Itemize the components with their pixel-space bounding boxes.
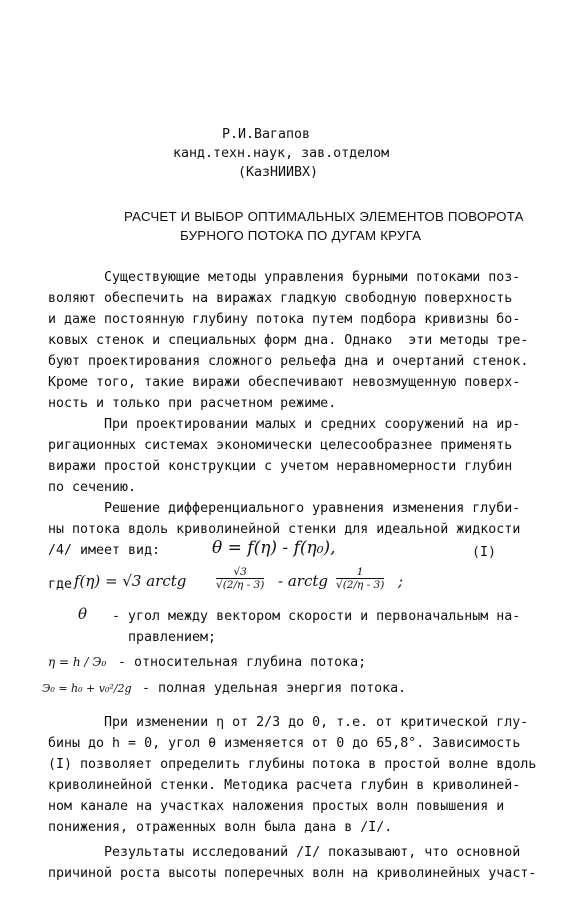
text-line: виражи простой конструкции с учетом неравномерности глубин <box>48 459 513 474</box>
definition-symbol: θ <box>78 605 88 623</box>
equation-end: ; <box>398 572 404 590</box>
fraction-2-denominator: √(2/η - 3) <box>336 579 385 591</box>
author-institute: (КазНИИВХ) <box>238 165 319 180</box>
text-line: буют проектирования сложного рельефа дна и очертаний стенок. <box>48 354 529 369</box>
text-line: и даже постоянную глубину потока путем подбора кривизны бо- <box>48 312 521 327</box>
text-line: (I) позволяет определить глубины потока в простой волне вдоль <box>48 757 537 772</box>
text-line: Решение дифференциального уравнения изменения глуби- <box>104 501 521 516</box>
text-line: ригационных системах экономически целесообразнее применять <box>48 438 513 453</box>
text-line: При изменении η от 2/3 до 0, т.е. от критической глу- <box>104 715 529 730</box>
text-line: ном канале на участках наложения простых волн повышения и <box>48 799 505 814</box>
text-line: ны потока вдоль криволинейной стенки для идеальной жидкости <box>48 522 521 537</box>
author-name: Р.И.Вагапов <box>222 127 311 142</box>
text-line: ковых стенок и специальных форм дна. Однако эти методы тре- <box>48 333 529 348</box>
definition-symbol: Э₀ = h₀ + v₀²/2g <box>42 682 132 695</box>
fraction-1-numerator: √3 <box>216 566 264 579</box>
author-position: канд.техн.наук, зав.отделом <box>173 146 390 161</box>
text-line: При проектировании малых и средних сооружений на ир- <box>104 417 521 432</box>
equation-lhs: f(η) = √3 arctg <box>74 572 187 590</box>
text-line: Результаты исследований /I/ показывают, что основной <box>104 845 521 860</box>
definition-text: - относительная глубина потока; <box>118 655 367 670</box>
text-line: причиной роста высоты поперечных волн на криволинейных участ- <box>48 866 537 881</box>
text-line: ность и только при расчетном режиме. <box>48 396 337 411</box>
text-line: Кроме того, такие виражи обеспечивают невозмущенную поверх- <box>48 375 521 390</box>
equation-minus-arctg: - arctg <box>278 572 328 590</box>
fraction-2 <box>336 566 384 591</box>
text-line: /4/ имеет вид: <box>48 543 161 558</box>
text-line: Существующие методы управления бурными потоками поз- <box>104 270 521 285</box>
paper-title-line-2: БУРНОГО ПОТОКА ПО ДУГАМ КРУГА <box>180 228 422 243</box>
text-line: понижения, отраженных волн была дана в /I/. <box>48 820 393 835</box>
text-line: по сечению. <box>48 480 137 495</box>
text-line: криволинейной стенки. Методика расчета глубин в криволиней- <box>48 778 521 793</box>
fraction-2-numerator: 1 <box>336 566 384 579</box>
paper-title-line-1: РАСЧЕТ И ВЫБОР ОПТИМАЛЬНЫХ ЭЛЕМЕНТОВ ПОВОРОТА <box>124 209 524 224</box>
equation-number: (I) <box>472 545 497 560</box>
definition-text-continued: правлением; <box>128 630 217 645</box>
fraction-1 <box>216 566 264 591</box>
text-line: воляют обеспечить на виражах гладкую свободную поверхность <box>48 291 513 306</box>
equation-prefix: где <box>48 577 73 592</box>
definition-text: - угол между вектором скорости и первоначальным на- <box>112 609 521 624</box>
definition-symbol: η = h / Э₀ <box>48 655 107 669</box>
equation-1: θ = f(η) - f(η₀), <box>212 538 336 558</box>
fraction-1-denominator: √(2/η - 3) <box>216 579 265 591</box>
text-line: бины до h = 0, угол θ изменяется от 0 до 65,8°. Зависимость <box>48 736 521 751</box>
definition-text: - полная удельная энергия потока. <box>142 681 407 696</box>
